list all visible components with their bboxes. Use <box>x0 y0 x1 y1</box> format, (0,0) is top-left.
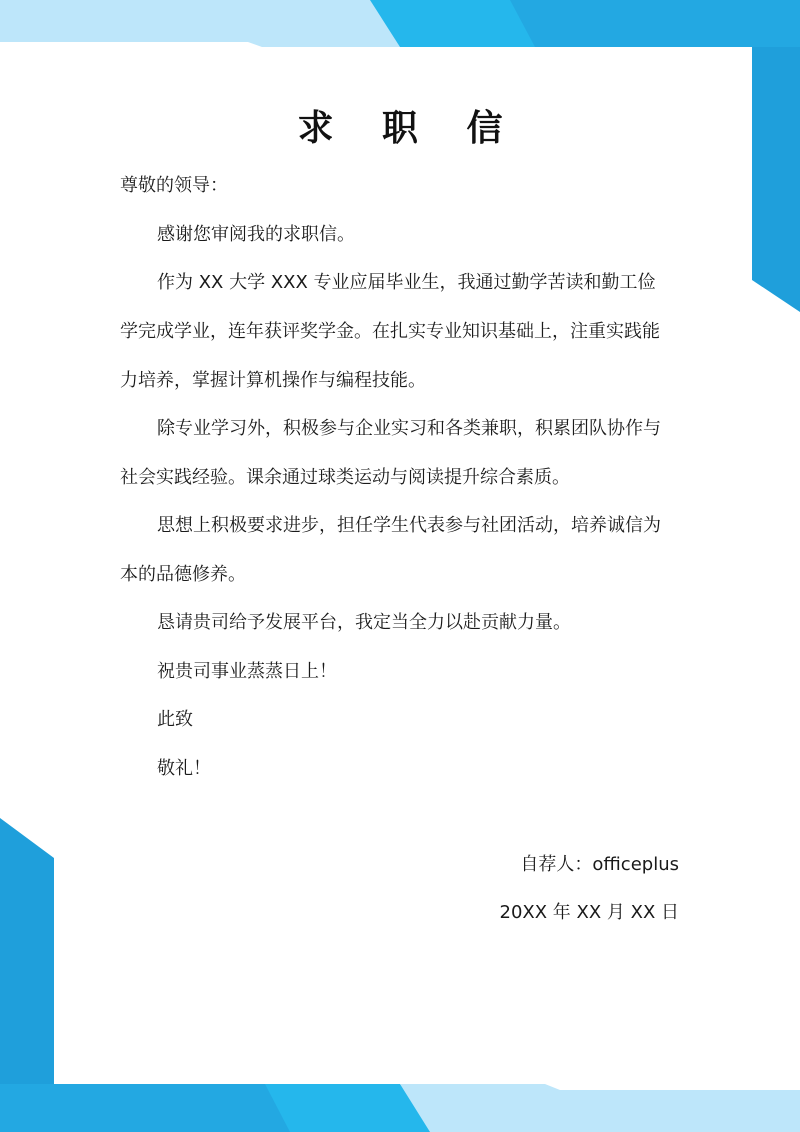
closing-jing-li: 敬礼！ <box>157 758 211 779</box>
closing-wish: 祝贵司事业蒸蒸日上！ <box>157 661 337 682</box>
letter-line: 本的品德修养。 <box>120 564 246 585</box>
letter-line: 恳请贵司给予发展平台，我定当全力以赴贡献力量。 <box>157 612 571 633</box>
letter-line: 作为 XX 大学 XXX 专业应届毕业生，我通过勤学苦读和勤工俭 <box>157 272 656 293</box>
letter-line: 社会实践经验。课余通过球类运动与阅读提升综合素质。 <box>120 467 570 488</box>
letter-line: 感谢您审阅我的求职信。 <box>157 224 355 245</box>
letter-line: 思想上积极要求进步，担任学生代表参与社团活动，培养诚信为 <box>157 515 661 536</box>
letter-line: 力培养，掌握计算机操作与编程技能。 <box>120 370 426 391</box>
letter-title: 求 职 信 <box>297 108 521 149</box>
signature: 自荐人：officeplus <box>520 854 679 875</box>
letter-date: 20XX 年 XX 月 XX 日 <box>499 902 679 923</box>
salutation: 尊敬的领导： <box>120 175 228 196</box>
closing-ci-zhi: 此致 <box>157 709 193 730</box>
letter-line: 学完成学业，连年获评奖学金。在扎实专业知识基础上，注重实践能 <box>120 321 660 342</box>
letter-line: 除专业学习外，积极参与企业实习和各类兼职，积累团队协作与 <box>157 418 661 439</box>
